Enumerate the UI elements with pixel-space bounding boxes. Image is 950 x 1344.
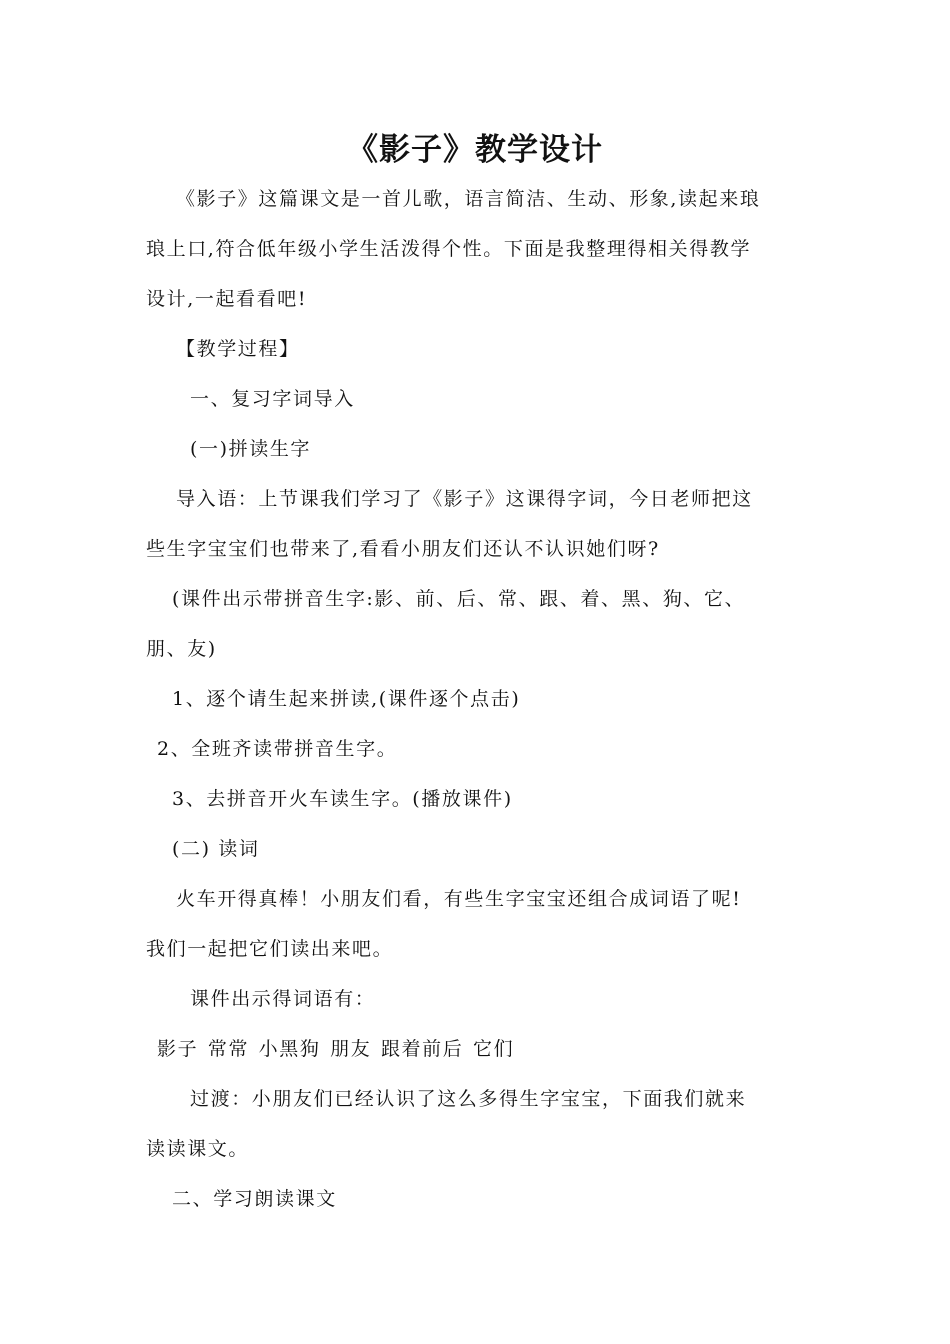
part-one-heading: 一、复习字词导入 xyxy=(190,388,355,410)
intro-line-1: 《影子》这篇课文是一首儿歌，语言简洁、生动、形象,读起来琅 xyxy=(176,188,761,210)
document-title: 《影子》教学设计 xyxy=(347,132,603,168)
courseware-line-1: (课件出示带拼音生字:影、前、后、常、跟、着、黑、狗、它、 xyxy=(172,588,746,610)
step-3: 3、去拼音开火车读生字。(播放课件) xyxy=(172,788,513,810)
lead-in-line-2: 些生字宝宝们也带来了,看看小朋友们还认不认识她们呀? xyxy=(146,538,660,560)
word-list: 影子 常常 小黑狗 朋友 跟着前后 它们 xyxy=(157,1038,515,1060)
praise-line-2: 我们一起把它们读出来吧。 xyxy=(146,938,394,960)
section-heading: 【教学过程】 xyxy=(176,338,300,360)
intro-line-3: 设计,一起看看吧! xyxy=(146,288,308,310)
part-two-heading: 二、学习朗读课文 xyxy=(172,1188,337,1210)
step-1: 1、逐个请生起来拼读,(课件逐个点击) xyxy=(172,688,521,710)
words-label: 课件出示得词语有： xyxy=(190,988,376,1010)
transition-line-2: 读读课文。 xyxy=(146,1138,250,1160)
praise-line-1: 火车开得真棒！小朋友们看，有些生字宝宝还组合成词语了呢! xyxy=(176,888,742,910)
step-2: 2、全班齐读带拼音生字。 xyxy=(157,738,398,760)
sub-two-heading: (二) 读词 xyxy=(172,838,260,860)
sub-one-heading: (一)拼读生字 xyxy=(190,438,312,460)
intro-line-2: 琅上口,符合低年级小学生活泼得个性。下面是我整理得相关得教学 xyxy=(146,238,752,260)
lead-in-line-1: 导入语：上节课我们学习了《影子》这课得字词，今日老师把这 xyxy=(176,488,753,510)
transition-line-1: 过渡：小朋友们已经认识了这么多得生字宝宝，下面我们就来 xyxy=(190,1088,747,1110)
courseware-line-2: 朋、友) xyxy=(146,638,217,660)
